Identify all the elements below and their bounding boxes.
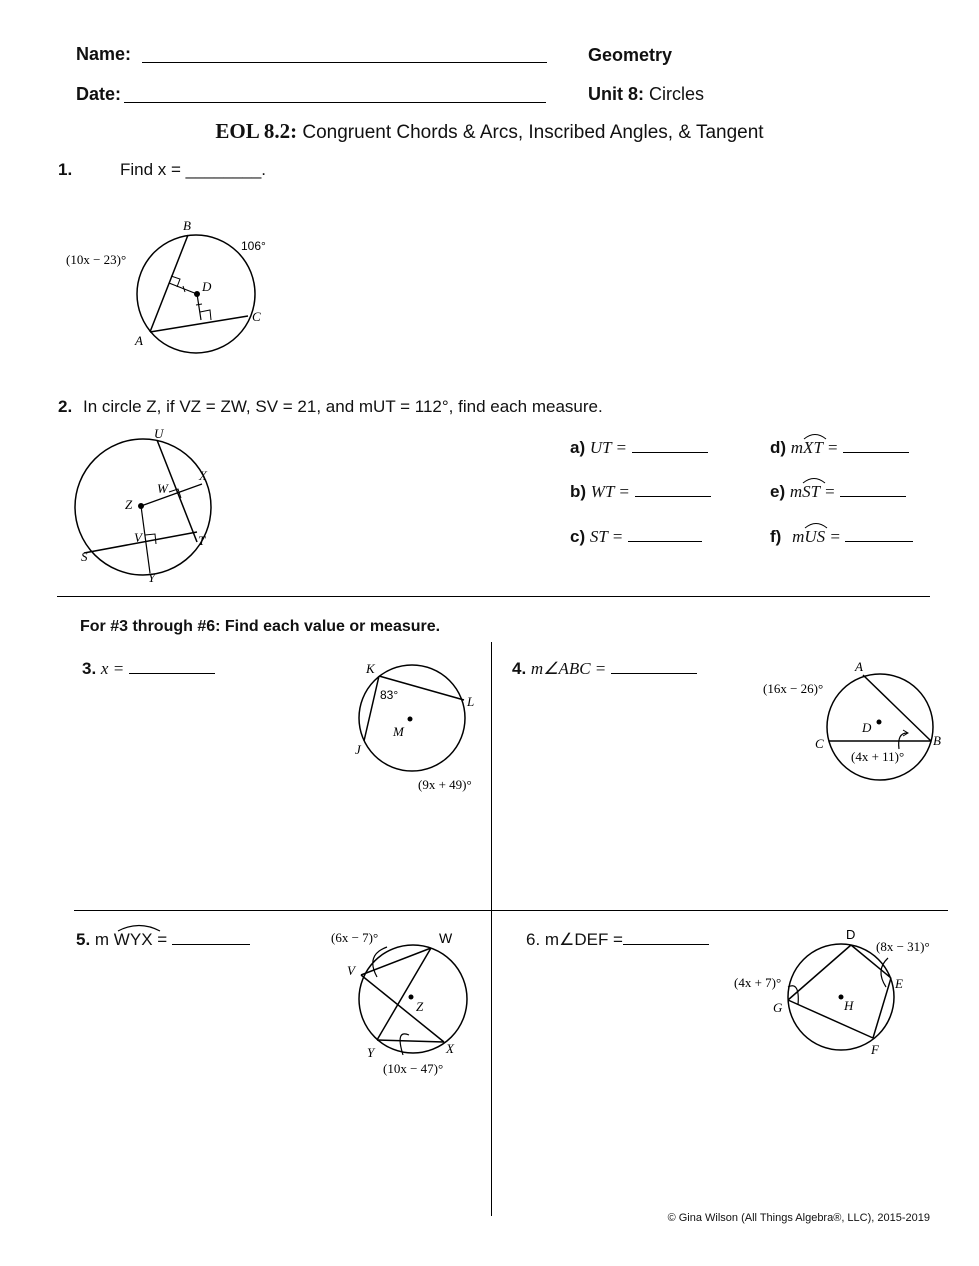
title-code: EOL 8.2:: [215, 119, 298, 143]
q6-label-g: G: [773, 1000, 783, 1015]
unit-name: Circles: [649, 84, 705, 104]
q5-arc-mark: [117, 923, 161, 932]
q2-part-c-expr: ST =: [589, 527, 624, 546]
q6-arc-right: (8x − 31)°: [876, 939, 930, 954]
q1-perp-1: [169, 283, 197, 294]
q5-chord-yx: [377, 1040, 444, 1042]
q1-right-angle-2: [200, 310, 211, 320]
q2-label-x: X: [199, 468, 207, 483]
q2-part-f-letter: f): [770, 527, 782, 546]
q3-label-j: J: [355, 742, 361, 757]
q4-prompt: m∠ABC =: [530, 659, 607, 678]
q2-number: 2.: [58, 397, 73, 416]
q2-part-c-letter: c): [570, 527, 586, 546]
q1-diagram: [50, 210, 300, 360]
q6-label-h: H: [844, 998, 854, 1013]
q1-tick-2: [196, 304, 202, 305]
q3-label-k: K: [366, 661, 375, 676]
q6-prompt-line: [526, 930, 709, 950]
section-divider: [57, 596, 930, 597]
q4-chord-ab: [863, 675, 931, 741]
q5-number: 5.: [76, 930, 91, 949]
q1-prompt: Find x = ________.: [120, 160, 267, 179]
q6-chord-ef: [873, 978, 891, 1038]
q1-label-d: D: [202, 279, 212, 294]
q2-part-c: [570, 527, 702, 547]
q5-label-x: X: [446, 1041, 454, 1056]
q6-prompt: m∠DEF =: [544, 930, 623, 949]
q4-answer[interactable]: [611, 673, 697, 674]
q2-label-w: W: [157, 481, 168, 496]
q5-chord-vx: [361, 975, 444, 1042]
q2-right-angle-v: [145, 534, 156, 544]
q6-diagram: [728, 925, 948, 1065]
q1-perp-2: [197, 294, 201, 320]
q5-arc-bottom: (10x − 47)°: [383, 1061, 444, 1076]
q6-label-e: E: [895, 976, 903, 991]
q5-pointer-top: [373, 947, 387, 977]
q5-label-y: Y: [367, 1045, 375, 1060]
q2-answer-b[interactable]: [635, 496, 711, 497]
q6-arc-left: (4x + 7)°: [734, 975, 782, 990]
q4-prompt-line: [512, 659, 697, 679]
q1-label-a: A: [135, 333, 143, 348]
q2-part-f-expr: mUS =: [792, 527, 841, 546]
q5-label-z: Z: [416, 999, 424, 1014]
q2-part-e-letter: e): [770, 482, 786, 501]
q3-diagram: [340, 655, 500, 800]
q5-center-point: [409, 995, 414, 1000]
q3-prompt: x =: [100, 659, 125, 678]
q5-label-w: W: [439, 930, 453, 946]
q1-arc-right: 106°: [241, 239, 266, 253]
date-field[interactable]: [124, 102, 546, 103]
q3-answer[interactable]: [129, 673, 215, 674]
q4-arc-bottom: (4x + 11)°: [851, 749, 905, 764]
q5-prompt: m WYX =: [94, 930, 168, 949]
q2-part-d-arc-mark: [803, 432, 827, 440]
q4-diagram: [755, 655, 965, 785]
q3-arc-label: (9x + 49)°: [418, 777, 472, 792]
q6-number: 6.: [526, 930, 541, 949]
q1-arc-left: (10x − 23)°: [66, 252, 127, 267]
q2-label-v: V: [134, 530, 142, 545]
q2-label-s: S: [81, 549, 88, 564]
date-label: Date:: [76, 84, 122, 104]
q3-angle-label: 83°: [380, 688, 399, 702]
q2-answer-c[interactable]: [628, 541, 702, 542]
q2-seg-zx: [141, 484, 202, 506]
q3-prompt-line: [82, 659, 215, 679]
unit-title: [588, 84, 704, 105]
q2-answer-d[interactable]: [843, 452, 909, 453]
q2-label-u: U: [154, 426, 164, 441]
q1-chord-ac: [150, 316, 248, 332]
q2-part-b-expr: WT =: [590, 482, 630, 501]
q1-center-point: [194, 291, 200, 297]
q5-circle: [359, 945, 467, 1053]
q2-part-e-expr: mST =: [789, 482, 836, 501]
q4-label-a: A: [855, 659, 863, 674]
q6-label-f: F: [871, 1042, 879, 1057]
name-field[interactable]: [142, 62, 547, 63]
q2-label-y: Y: [148, 570, 156, 585]
q5-prompt-wrap: [95, 930, 172, 949]
q2-part-d-expr-wrap: [791, 438, 843, 457]
q5-chord-vw: [361, 948, 431, 975]
q3-label-m: M: [393, 724, 404, 739]
q2-part-a: [570, 438, 708, 458]
q2-part-f-arc-mark: [804, 521, 828, 529]
q2-part-e-arc-mark: [802, 476, 826, 484]
q4-label-d: D: [862, 720, 872, 735]
q2-part-a-letter: a): [570, 438, 586, 457]
q2-label-t: T: [198, 533, 206, 548]
q1-number: 1.: [58, 160, 73, 179]
q2-part-e-expr-wrap: [790, 482, 840, 501]
grid-horizontal-line: [74, 910, 948, 911]
copyright-footer: © Gina Wilson (All Things Algebra®, LLC), 2015-2019: [667, 1212, 930, 1224]
q2-part-d: [770, 438, 909, 458]
q2-part-a-expr: UT =: [589, 438, 628, 457]
q5-diagram: [325, 925, 485, 1080]
q6-center-point: [839, 995, 844, 1000]
subject-label: Geometry: [588, 45, 673, 65]
q2-diagram: [60, 425, 240, 595]
q3-label-l: L: [467, 694, 475, 709]
q2-answer-e[interactable]: [840, 496, 906, 497]
q4-center-point: [877, 720, 882, 725]
section-instruction: For #3 through #6: Find each value or measure.: [80, 618, 441, 635]
q4-label-b: B: [933, 733, 941, 748]
q4-label-c: C: [815, 736, 824, 751]
q2-part-d-expr: mXT =: [790, 438, 839, 457]
q3-center-point: [408, 717, 413, 722]
q4-number: 4.: [512, 659, 527, 678]
q5-prompt-line: [76, 930, 250, 950]
q2-part-b: [570, 482, 711, 502]
q2-part-b-letter: b): [570, 482, 587, 501]
q5-arc-top: (6x − 7)°: [331, 930, 379, 945]
q2-answer-a[interactable]: [632, 452, 708, 453]
page-title: [0, 119, 979, 144]
q2-part-f: [770, 527, 913, 547]
q4-arc-top: (16x − 26)°: [763, 681, 824, 696]
q1-label-b: B: [183, 218, 191, 233]
q2-prompt: In circle Z, if VZ = ZW, SV = 21, and mUT = 112°, find each measure.: [83, 397, 603, 416]
q3-number: 3.: [82, 659, 97, 678]
q5-answer[interactable]: [172, 944, 250, 945]
q6-answer[interactable]: [623, 944, 709, 945]
q2-answer-f[interactable]: [845, 541, 913, 542]
q5-label-v: V: [347, 963, 355, 978]
q1-label-c: C: [252, 309, 261, 324]
q6-label-d: D: [846, 927, 856, 942]
q2-part-e: [770, 482, 906, 502]
title-text: Congruent Chords & Arcs, Inscribed Angles, & Tangent: [302, 122, 764, 143]
q3-chord-kj: [364, 676, 379, 741]
q2-seg-zy: [141, 506, 150, 573]
q2-label-z: Z: [125, 497, 133, 512]
name-label: Name:: [76, 44, 132, 64]
unit-label: Unit 8:: [588, 84, 644, 104]
q2-part-d-letter: d): [770, 438, 787, 457]
q2-part-f-expr-wrap: [792, 527, 845, 546]
q2-center-point: [138, 503, 144, 509]
